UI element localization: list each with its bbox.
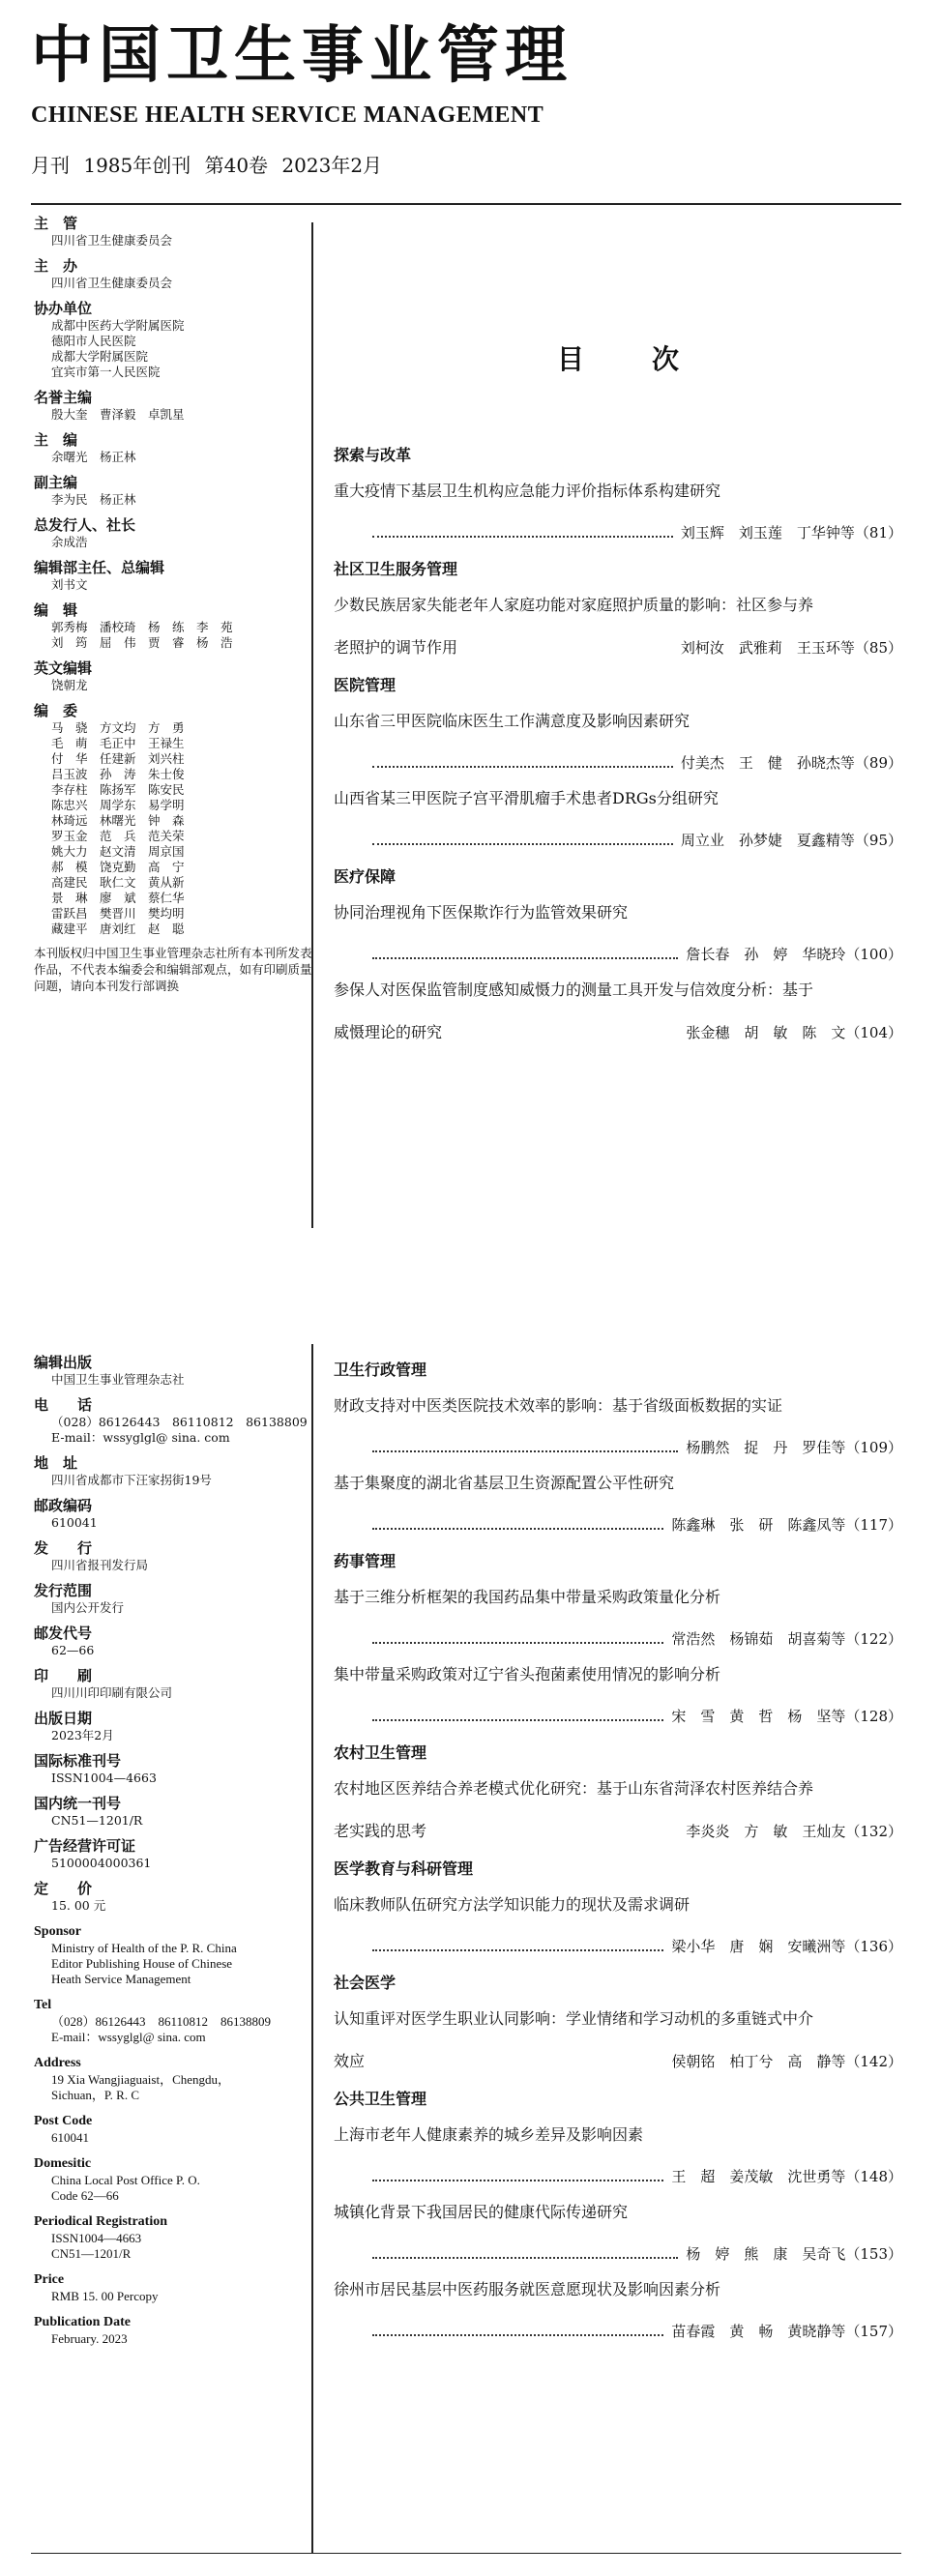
article-author-line xyxy=(334,2243,902,2265)
article-title: 参保人对医保监管制度感知威慑力的测量工具开发与信效度分析：基于 xyxy=(334,981,814,999)
masthead-label: Domesitic xyxy=(34,2156,92,2171)
masthead-label: Tel xyxy=(34,1998,52,2012)
dot-leader xyxy=(372,1719,663,1721)
masthead-value: 马 骁 方文均 方 勇 xyxy=(51,720,185,735)
dot-leader xyxy=(372,1642,663,1644)
masthead-value: 成都中医药大学附属医院 xyxy=(51,318,185,333)
article-title: 城镇化背景下我国居民的健康代际传递研究 xyxy=(334,2203,629,2221)
masthead-label: 电 话 xyxy=(34,1396,93,1414)
masthead-value: ISSN1004—4663 xyxy=(51,1771,157,1785)
toc-article xyxy=(334,2278,902,2342)
masthead-label: 主 编 xyxy=(34,431,78,449)
masthead-value: 62—66 xyxy=(51,1643,95,1657)
toc-article xyxy=(334,979,902,1044)
footer-divider xyxy=(31,2553,901,2554)
toc-article xyxy=(334,1586,902,1650)
article-title: 认知重评对医学生职业认同影响：学业情绪和学习动机的多重链式中介 xyxy=(334,2009,814,2028)
article-authors-page: 杨 婷 熊 康 吴奇飞（153） xyxy=(686,2245,902,2263)
masthead-value: 国内公开发行 xyxy=(51,1600,125,1615)
article-author-line xyxy=(334,1437,902,1458)
masthead-value: 610041 xyxy=(51,2130,89,2145)
masthead-label: Sponsor xyxy=(34,1924,82,1939)
toc-article xyxy=(334,901,902,965)
header-divider xyxy=(31,203,901,205)
article-author-line xyxy=(334,830,902,851)
toc-section-heading: 公共卫生管理 xyxy=(334,2090,427,2108)
masthead-label: 出版日期 xyxy=(34,1710,93,1727)
masthead-label: Periodical Registration xyxy=(34,2214,168,2229)
article-title-continued xyxy=(334,1021,902,1044)
toc-section-heading: 探索与改革 xyxy=(334,446,412,464)
masthead-label: 编辑部主任、总编辑 xyxy=(34,559,165,576)
masthead-value: RMB 15. 00 Percopy xyxy=(51,2289,159,2303)
article-title-continued xyxy=(334,1820,902,1843)
article-authors-page: 苗春霞 黄 畅 黄晓静等（157） xyxy=(671,2323,902,2340)
masthead-value: 成都大学附属医院 xyxy=(51,349,149,364)
toc-section-heading: 社会医学 xyxy=(334,1974,397,1992)
masthead-staff-list xyxy=(34,215,314,994)
article-title: 财政支持对中医类医院技术效率的影响：基于省级面板数据的实证 xyxy=(334,1396,783,1415)
article-title: 重大疫情下基层卫生机构应急能力评价指标体系构建研究 xyxy=(334,482,721,500)
masthead-label: 英文编辑 xyxy=(34,659,93,677)
article-authors-page: 杨鹏然 捉 丹 罗佳等（109） xyxy=(686,1439,902,1456)
toc-article xyxy=(334,1472,902,1536)
article-authors-page: 梁小华 唐 娴 安曦洲等（136） xyxy=(671,1938,902,1955)
masthead-label: 广告经营许可证 xyxy=(34,1837,136,1855)
masthead-value: 殷大奎 曹泽毅 卓凯星 xyxy=(51,407,185,422)
article-title-continued xyxy=(334,636,902,659)
masthead-value: 中国卫生事业管理杂志社 xyxy=(51,1372,185,1387)
article-title: 徐州市居民基层中医药服务就医意愿现状及影响因素分析 xyxy=(334,2280,721,2298)
table-of-contents-bottom xyxy=(334,1344,902,2342)
masthead-value: CN51—1201/R xyxy=(51,1813,143,1828)
masthead-value: 高建民 耿仁文 黄从新 xyxy=(51,875,185,890)
masthead-value: 吕玉波 孙 涛 朱士俊 xyxy=(51,767,185,781)
journal-title-en: CHINESE HEALTH SERVICE MANAGEMENT xyxy=(31,102,544,128)
toc-article xyxy=(334,480,902,543)
article-authors-page: 刘柯汝 武雅莉 王玉环等（85） xyxy=(680,639,902,657)
toc-section-heading: 医疗保障 xyxy=(334,867,397,886)
masthead-value: 5100004000361 xyxy=(51,1856,152,1870)
article-title: 山西省某三甲医院子宫平滑肌瘤手术患者DRGs分组研究 xyxy=(334,789,719,807)
article-author-line xyxy=(334,1936,902,1957)
masthead-value: 四川省卫生健康委员会 xyxy=(51,233,173,248)
masthead-label: 印 刷 xyxy=(34,1667,93,1684)
masthead-value: 李存柱 陈扬军 陈安民 xyxy=(51,782,185,797)
masthead-value: 郝 模 饶克勤 高 宁 xyxy=(51,860,185,874)
article-title: 山东省三甲医院临床医生工作满意度及影响因素研究 xyxy=(334,712,690,730)
article-title: 农村地区医养结合养老模式优化研究：基于山东省菏泽农村医养结合养 xyxy=(334,1779,814,1798)
toc-article xyxy=(334,1777,902,1843)
toc-article xyxy=(334,2007,902,2073)
masthead-label: 邮发代号 xyxy=(34,1625,93,1642)
article-author-line xyxy=(334,2321,902,2342)
article-title-end: 威慑理论的研究 xyxy=(334,1023,443,1041)
article-title: 集中带量采购政策对辽宁省头孢菌素使用情况的影响分析 xyxy=(334,1665,721,1683)
dot-leader xyxy=(372,766,673,768)
masthead-value: 15. 00 元 xyxy=(51,1898,106,1913)
article-title: 少数民族居家失能老年人家庭功能对家庭照护质量的影响：社区参与养 xyxy=(334,596,814,614)
article-author-line xyxy=(334,1706,902,1727)
masthead-label: 国际标准刊号 xyxy=(34,1752,122,1770)
masthead-value: 四川川印印刷有限公司 xyxy=(51,1685,173,1700)
masthead-label: 协办单位 xyxy=(34,300,93,317)
toc-article xyxy=(334,787,902,851)
masthead-label: Publication Date xyxy=(34,2315,131,2329)
article-author-line xyxy=(334,944,902,965)
masthead xyxy=(31,17,901,178)
masthead-value: 饶朝龙 xyxy=(51,678,88,692)
toc-section-heading: 社区卫生服务管理 xyxy=(334,560,458,578)
article-author-line xyxy=(334,2166,902,2187)
masthead-label: 定 价 xyxy=(34,1880,93,1897)
masthead-value: Sichuan，P. R. C xyxy=(51,2088,140,2102)
dot-leader xyxy=(372,1949,663,1951)
masthead-value: 刘书文 xyxy=(51,577,88,592)
masthead-value: （028）86126443 86110812 86138809 xyxy=(51,2014,272,2029)
publisher-info xyxy=(34,1354,314,2347)
toc-article xyxy=(334,1394,902,1458)
article-title: 基于集聚度的湖北省基层卫生资源配置公平性研究 xyxy=(334,1474,675,1492)
toc-article xyxy=(334,594,902,659)
masthead-label: 邮政编码 xyxy=(34,1497,93,1514)
toc-section-heading: 药事管理 xyxy=(334,1552,397,1570)
masthead-value: 余曙光 杨正林 xyxy=(51,450,136,464)
table-of-contents-top xyxy=(334,338,902,1044)
masthead-value: 四川省报刊发行局 xyxy=(51,1558,149,1572)
masthead-label: 编辑出版 xyxy=(34,1354,93,1371)
article-title-end: 老照护的调节作用 xyxy=(334,638,458,657)
article-authors-page: 陈鑫琳 张 研 陈鑫凤等（117） xyxy=(671,1516,902,1534)
masthead-value: 四川省卫生健康委员会 xyxy=(51,276,173,290)
toc-title: 目次 xyxy=(556,343,747,375)
masthead-value: February. 2023 xyxy=(51,2331,128,2346)
article-authors-page: 常浩然 杨锦茹 胡喜菊等（122） xyxy=(671,1630,902,1648)
masthead-value: 德阳市人民医院 xyxy=(51,334,136,348)
masthead-label: 副主编 xyxy=(34,474,78,491)
masthead-value: 景 琳 廖 斌 蔡仁华 xyxy=(51,891,185,905)
masthead-value: 刘 筠 屈 伟 贾 睿 杨 浩 xyxy=(51,635,233,650)
article-authors-page: 付美杰 王 健 孙晓杰等（89） xyxy=(680,754,902,772)
toc-section-heading: 医院管理 xyxy=(334,676,397,694)
masthead-value: 付 华 任建新 刘兴柱 xyxy=(51,751,185,766)
masthead-label: 编 委 xyxy=(34,702,78,719)
toc-article xyxy=(334,1893,902,1957)
toc-section-heading: 卫生行政管理 xyxy=(334,1361,427,1379)
article-authors-page: 王 超 姜茂敏 沈世勇等（148） xyxy=(671,2168,902,2185)
masthead-value: 宜宾市第一人民医院 xyxy=(51,365,161,379)
article-author-line xyxy=(334,1514,902,1536)
masthead-value: E-mail：wssyglgl@ sina. com xyxy=(51,2030,206,2044)
masthead-value: China Local Post Office P. O. xyxy=(51,2173,200,2187)
masthead-value: Code 62—66 xyxy=(51,2188,119,2203)
dot-leader xyxy=(372,2257,678,2259)
article-title-end: 老实践的思考 xyxy=(334,1822,427,1840)
article-author-line xyxy=(334,522,902,543)
masthead-label: 国内统一刊号 xyxy=(34,1795,122,1812)
masthead-value: 2023年2月 xyxy=(51,1728,114,1742)
masthead-label: Price xyxy=(34,2272,65,2287)
masthead-label: 主 管 xyxy=(34,215,78,232)
masthead-value: 林琦远 林曙光 钟 森 xyxy=(51,813,185,828)
masthead-value: ISSN1004—4663 xyxy=(51,2231,142,2245)
masthead-label: 编 辑 xyxy=(34,601,78,619)
article-authors-page: 张金穗 胡 敏 陈 文（104） xyxy=(686,1024,902,1041)
masthead-value: 李为民 杨正林 xyxy=(51,492,136,507)
masthead-value: 罗玉金 范 兵 范关荣 xyxy=(51,829,185,843)
masthead-label: 名誉主编 xyxy=(34,389,93,406)
article-title: 上海市老年人健康素养的城乡差异及影响因素 xyxy=(334,2125,644,2144)
masthead-value: 610041 xyxy=(51,1515,98,1530)
masthead-value: CN51—1201/R xyxy=(51,2246,132,2261)
masthead-value: 19 Xia Wangjiaguaist，Chengdu， xyxy=(51,2072,231,2087)
article-authors-page: 周立业 孙梦婕 夏鑫精等（95） xyxy=(680,832,902,849)
article-authors-page: 侯朝铭 柏丁兮 高 静等（142） xyxy=(671,2053,902,2070)
masthead-value: 雷跃昌 樊晋川 樊均明 xyxy=(51,906,185,921)
masthead-value: 姚大力 赵文清 周京国 xyxy=(51,844,185,859)
masthead-label: 地 址 xyxy=(34,1454,78,1472)
article-author-line xyxy=(334,1628,902,1650)
masthead-label: 发 行 xyxy=(34,1539,93,1557)
journal-title-cn: 中国卫生事业管理 xyxy=(31,20,573,92)
dot-leader xyxy=(372,1450,678,1452)
masthead-value: 郭秀梅 潘校琦 杨 练 李 苑 xyxy=(51,620,233,634)
masthead-value: 藏建平 唐刘红 赵 聪 xyxy=(51,922,185,936)
masthead-value: E-mail：wssyglgl@ sina. com xyxy=(51,1430,230,1445)
masthead-value: 陈忠兴 周学东 易学明 xyxy=(51,798,185,812)
masthead-value: Ministry of Health of the P. R. China xyxy=(51,1941,237,1955)
masthead-value: 毛 萌 毛正中 王禄生 xyxy=(51,736,185,750)
article-authors-page: 李炎炎 方 敏 王灿友（132） xyxy=(686,1823,902,1840)
copyright-notice: 本刊版权归中国卫生事业管理杂志社所有本刊所发表作品，不代表本编委会和编辑部观点，如有印刷质量问题，请向本刊发行部调换 xyxy=(34,946,312,993)
toc-article xyxy=(334,1663,902,1727)
masthead-label: 主 办 xyxy=(34,257,78,275)
publication-info: 月刊 1985年创刊 第40卷 2023年2月 xyxy=(31,154,383,177)
article-title: 临床教师队伍研究方法学知识能力的现状及需求调研 xyxy=(334,1895,690,1914)
dot-leader xyxy=(372,1528,663,1530)
article-title-continued xyxy=(334,2050,902,2073)
masthead-value: Editor Publishing House of Chinese xyxy=(51,1956,233,1971)
masthead-value: 四川省成都市下汪家拐街19号 xyxy=(51,1473,212,1487)
article-authors-page: 刘玉辉 刘玉莲 丁华钟等（81） xyxy=(680,524,902,542)
article-author-line xyxy=(334,752,902,774)
article-title: 协同治理视角下医保欺诈行为监管效果研究 xyxy=(334,903,629,922)
masthead-label: 总发行人、社长 xyxy=(34,516,136,534)
dot-leader xyxy=(372,2334,663,2336)
article-title-end: 效应 xyxy=(334,2052,366,2070)
toc-section-heading: 医学教育与科研管理 xyxy=(334,1859,474,1878)
article-authors-page: 詹长春 孙 婷 华晓玲（100） xyxy=(686,946,902,963)
toc-article xyxy=(334,710,902,774)
toc-section-heading: 农村卫生管理 xyxy=(334,1743,427,1762)
dot-leader xyxy=(372,536,673,538)
dot-leader xyxy=(372,2180,663,2181)
toc-article xyxy=(334,2123,902,2187)
masthead-label: 发行范围 xyxy=(34,1582,93,1599)
masthead-label: Post Code xyxy=(34,2114,93,2128)
toc-article xyxy=(334,2201,902,2265)
article-title: 基于三维分析框架的我国药品集中带量采购政策量化分析 xyxy=(334,1588,721,1606)
masthead-value: Heath Service Management xyxy=(51,1972,191,1986)
masthead-value: 余成浩 xyxy=(51,535,88,549)
masthead-label: Address xyxy=(34,2056,81,2070)
article-authors-page: 宋 雪 黄 哲 杨 坚等（128） xyxy=(671,1708,902,1725)
masthead-value: （028）86126443 86110812 86138809 xyxy=(51,1415,308,1429)
dot-leader xyxy=(372,843,673,845)
dot-leader xyxy=(372,957,678,959)
